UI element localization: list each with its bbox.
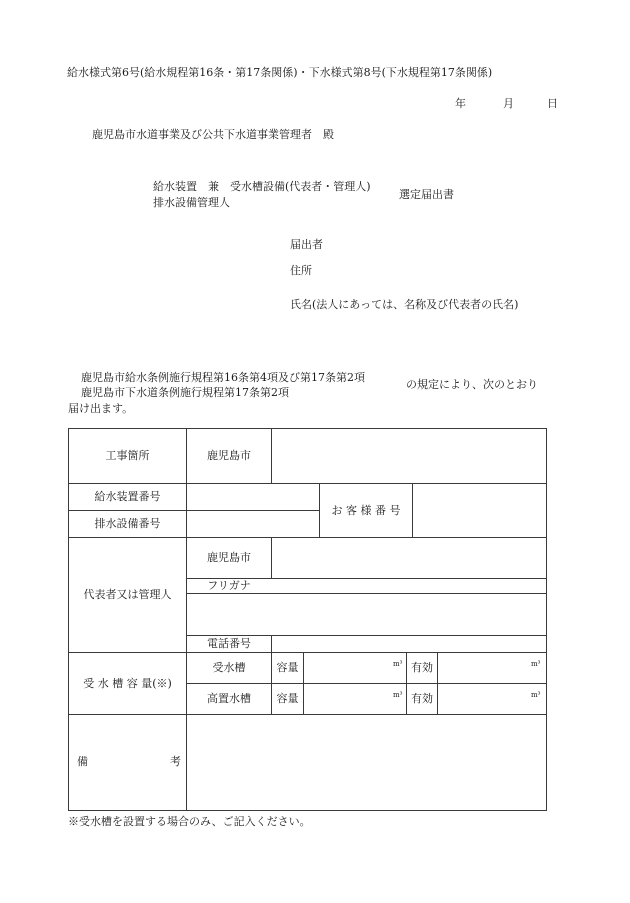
- receiving-capacity-label: 容量: [276, 661, 299, 675]
- drain-number-field[interactable]: [187, 511, 319, 537]
- site-city: 鹿児島市: [207, 449, 251, 463]
- receiving-effective-label: 有効: [411, 661, 433, 675]
- customer-number-field[interactable]: [413, 484, 546, 537]
- elevated-effective-field[interactable]: [438, 684, 546, 714]
- date-year-label: 年: [455, 97, 466, 110]
- supply-number-label: 給水装置番号: [94, 490, 161, 504]
- elevated-effective-unit: m³: [531, 691, 541, 699]
- site-label: 工事箇所: [105, 449, 150, 463]
- furigana-label: フリガナ: [207, 579, 251, 593]
- remarks-label-2: 考: [170, 755, 181, 768]
- rule-line-1: 鹿児島市給水条例施行規程第16条第4項及び第17条第2項: [81, 371, 365, 384]
- remarks-label-1: 備: [77, 755, 88, 768]
- applicant-label: 届出者: [290, 238, 323, 251]
- form-number: 給水様式第6号(給水規程第16条・第17条関係)・下水様式第8号(下水規程第17条関係): [67, 66, 493, 79]
- phone-label: 電話番号: [207, 637, 251, 651]
- rule-line-2: 鹿児島市下水道条例施行規程第17条第2項: [81, 386, 289, 399]
- elevated-effective-label: 有効: [411, 692, 433, 706]
- title-line-2: 排水設備管理人: [153, 196, 230, 209]
- remarks-field[interactable]: [187, 715, 546, 810]
- phone-field[interactable]: [272, 636, 546, 652]
- receiving-capacity-field[interactable]: [304, 653, 406, 683]
- elevated-tank-label: 高置水槽: [207, 692, 251, 706]
- date-month-label: 月: [503, 97, 514, 110]
- closing-text: 届け出ます。: [68, 402, 134, 415]
- elevated-capacity-unit: m³: [393, 691, 403, 699]
- drain-number-label: 排水設備番号: [94, 517, 161, 531]
- receiving-capacity-unit: m³: [393, 660, 403, 668]
- address-label: 住所: [290, 264, 312, 277]
- tank-capacity-label: 受 水 槽 容 量(※): [83, 676, 172, 690]
- footnote: ※受水槽を設置する場合のみ、ご記入ください。: [68, 815, 311, 828]
- representative-label: 代表者又は管理人: [83, 588, 172, 602]
- receiving-tank-label: 受水槽: [212, 661, 246, 675]
- receiving-effective-unit: m³: [531, 660, 541, 668]
- furigana-field[interactable]: [272, 579, 546, 593]
- date-day-label: 日: [547, 97, 558, 110]
- title-line-1: 給水装置 兼 受水槽設備(代表者・管理人): [153, 180, 371, 193]
- customer-number-label: お 客 様 番 号: [331, 503, 401, 517]
- title-suffix: 選定届出書: [399, 188, 454, 201]
- name-label: 氏名(法人にあっては、名称及び代表者の氏名): [290, 298, 519, 311]
- rule-suffix: の規定により、次のとおり: [406, 378, 538, 391]
- representative-address-field[interactable]: [272, 538, 546, 578]
- receiving-effective-field[interactable]: [438, 653, 546, 683]
- addressee: 鹿児島市水道事業及び公共下水道事業管理者 殿: [92, 128, 334, 141]
- elevated-capacity-field[interactable]: [304, 684, 406, 714]
- supply-number-field[interactable]: [187, 484, 319, 510]
- elevated-capacity-label: 容量: [276, 692, 299, 706]
- representative-name-field[interactable]: [187, 594, 546, 635]
- site-address-field[interactable]: [272, 429, 546, 483]
- representative-city: 鹿児島市: [207, 551, 251, 565]
